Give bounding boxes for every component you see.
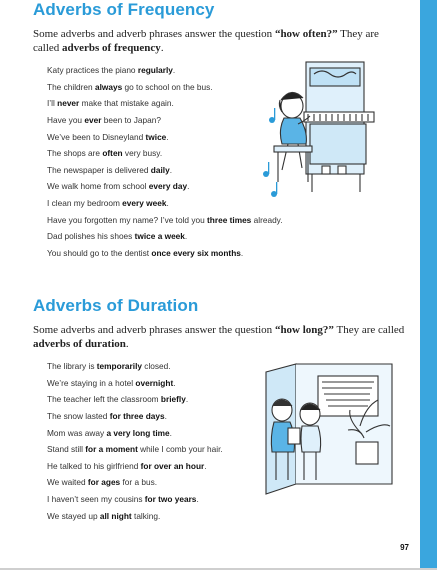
example-sentence <box>47 408 223 425</box>
adverb-phrase: for over an hour <box>140 460 205 471</box>
sentence-text: for a bus. <box>120 477 158 488</box>
sentence-text: I clean my bedroom <box>47 198 123 209</box>
sentence-text: . <box>173 377 176 388</box>
sentence-text: We stayed up <box>47 510 100 521</box>
section-intro-duration <box>33 323 405 351</box>
adverb-phrase: temporarily <box>96 361 142 371</box>
sentence-text: Have you forgotten my name? I’ve told you <box>47 214 208 225</box>
sentence-text: I haven’t seen my cousins <box>47 494 145 505</box>
girl-playing-piano-illustration <box>262 54 380 204</box>
sentence-text: go to school on the bus. <box>122 81 213 92</box>
adverb-phrase: a very long time <box>106 427 170 438</box>
example-sentence <box>47 228 283 245</box>
adverb-phrase: all night <box>99 510 132 521</box>
adverb-phrase: every week <box>122 198 167 209</box>
sentence-text: while I comb your hair. <box>137 444 223 455</box>
example-sentence <box>47 508 223 525</box>
page-number: 97 <box>400 543 409 552</box>
adverb-phrase: never <box>57 98 80 109</box>
sentence-text: . <box>166 131 169 142</box>
section-intro-frequency <box>33 27 405 55</box>
example-sentence <box>47 491 223 508</box>
adverb-phrase: for ages <box>87 477 121 488</box>
sentence-text: . <box>240 248 244 259</box>
adverb-phrase: for a moment <box>85 444 138 455</box>
intro-text: . <box>160 42 164 54</box>
sentence-text: Dad polishes his shoes <box>47 231 135 242</box>
sentence-text: been to Japan? <box>101 114 161 125</box>
example-sentence <box>47 375 223 392</box>
sentence-text: We’re staying in a hotel <box>47 377 136 388</box>
example-sentence <box>47 458 223 475</box>
sentence-text: The snow lasted <box>47 410 110 421</box>
sentence-text: . <box>184 231 188 242</box>
example-sentence <box>47 245 283 262</box>
adverb-phrase: briefly <box>160 394 186 405</box>
example-sentence <box>47 162 283 179</box>
example-sentence <box>47 212 283 229</box>
section-title-frequency: Adverbs of Frequency <box>33 0 215 19</box>
intro-text: Some adverbs and adverb phrases answer the question <box>33 28 275 40</box>
intro-term: adverbs of duration <box>33 338 126 350</box>
sentence-text: . <box>172 65 176 75</box>
adverb-phrase: daily <box>150 164 170 175</box>
example-list-frequency <box>47 62 283 262</box>
sentence-text: . <box>169 164 173 175</box>
adverb-phrase: for three days <box>109 410 165 421</box>
sentence-text: very busy. <box>122 148 163 159</box>
intro-term: adverbs of frequency <box>62 42 161 54</box>
adverb-phrase: ever <box>84 114 102 125</box>
sentence-text: . <box>166 198 169 209</box>
sentence-text: talking. <box>131 510 161 521</box>
sentence-text: We’ve been to Disneyland <box>47 131 146 142</box>
example-sentence <box>47 178 283 195</box>
sentence-text: . <box>169 427 172 438</box>
example-sentence <box>47 391 223 408</box>
side-color-bar <box>420 0 437 570</box>
example-sentence <box>47 441 223 458</box>
intro-question: “how long?” <box>274 324 334 336</box>
sentence-text: The teacher left the classroom <box>47 394 161 405</box>
sentence-text: . <box>196 494 199 505</box>
adverb-phrase: twice <box>145 131 167 142</box>
example-sentence <box>47 62 283 79</box>
sentence-text: We waited <box>47 477 88 488</box>
sentence-text: The library is <box>47 361 97 371</box>
example-sentence <box>47 79 283 96</box>
sentence-text: You should go to the dentist <box>47 248 152 259</box>
example-list-duration <box>47 358 223 524</box>
example-sentence <box>47 112 283 129</box>
sentence-text: The children <box>47 81 95 92</box>
sentence-text: . <box>185 394 189 405</box>
intro-question: “how often?” <box>274 28 338 40</box>
sentence-text: The newspaper is delivered <box>47 164 151 175</box>
adverb-phrase: once every six months <box>151 248 241 259</box>
adverb-phrase: overnight <box>135 377 174 388</box>
sentence-text: . <box>164 410 167 421</box>
intro-text: Some adverbs and adverb phrases answer the question <box>33 324 275 336</box>
sentence-text: Stand still <box>47 444 86 455</box>
example-sentence <box>47 358 223 375</box>
example-sentence <box>47 95 283 112</box>
intro-text: . <box>125 338 129 350</box>
adverb-phrase: often <box>102 148 123 159</box>
adverb-phrase: for two years <box>144 494 197 505</box>
adverb-phrase: every day <box>148 181 188 192</box>
sentence-text: closed. <box>141 361 171 371</box>
example-sentence <box>47 195 283 212</box>
example-sentence <box>47 425 223 442</box>
sentence-text: make that mistake again. <box>79 98 174 109</box>
sentence-text: He talked to his girlfriend <box>47 460 141 471</box>
example-sentence <box>47 129 283 146</box>
example-sentence <box>47 145 283 162</box>
adverb-phrase: always <box>94 81 123 92</box>
sentence-text: Katy practices the piano <box>47 65 138 75</box>
sentence-text: I’ll <box>47 98 58 109</box>
sentence-text: Have you <box>47 114 85 125</box>
adverb-phrase: three times <box>207 214 252 225</box>
sentence-text: already. <box>251 214 283 225</box>
children-at-closed-library-illustration <box>262 362 397 502</box>
sentence-text: . <box>187 181 190 192</box>
adverb-phrase: regularly <box>137 65 173 75</box>
intro-text: They are called <box>333 324 405 336</box>
sentence-text: We walk home from school <box>47 181 149 192</box>
sentence-text: . <box>204 460 207 471</box>
adverb-phrase: twice a week <box>134 231 185 242</box>
sentence-text: The shops are <box>47 148 103 159</box>
intro-text: They are called <box>33 28 379 54</box>
example-sentence <box>47 474 223 491</box>
section-title-duration: Adverbs of Duration <box>33 296 199 315</box>
sentence-text: Mom was away <box>47 427 107 438</box>
